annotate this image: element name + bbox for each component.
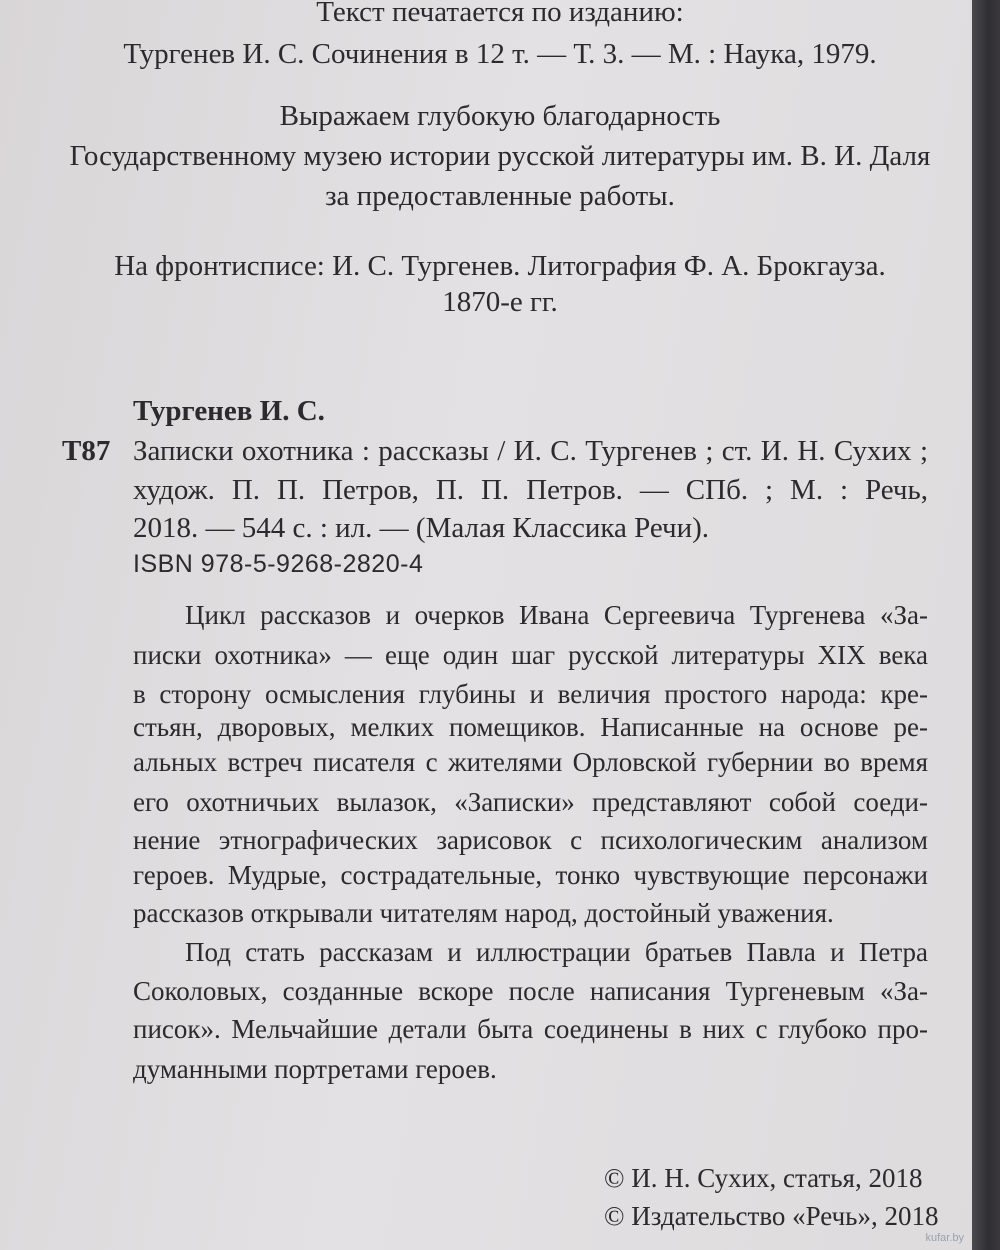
thanks-line: Выражаем глубокую благодарность xyxy=(279,100,721,132)
edition-source-heading: Текст печатается по изданию: xyxy=(316,0,684,28)
annotation-line: писок». Мельчайшие детали быта соединены в них с глубоко про- xyxy=(133,1014,928,1044)
frontispiece-note: На фронтисписе: И. С. Тургенев. Литография Ф. А. Брокгауза. xyxy=(114,250,886,282)
annotation-line: писки охотника» — еще один шаг русской литературы XIX века xyxy=(133,640,928,670)
isbn: ISBN 978-5-9268-2820-4 xyxy=(133,550,424,578)
catalog-author: Тургенев И. С. xyxy=(133,395,325,427)
annotation-line: его охотничьих вылазок, «Записки» представляют собой соеди- xyxy=(133,787,928,817)
annotation-line: альных встреч писателя с жителями Орловской губернии во время xyxy=(133,747,928,777)
frontispiece-date: 1870-е гг. xyxy=(442,286,558,318)
annotation-line: рассказов открывали читателям народ, достойный уважения. xyxy=(133,898,834,928)
thanks-line: за предоставленные работы. xyxy=(325,180,675,212)
site-watermark: kufar.by xyxy=(925,1232,964,1244)
copyright-line: © И. Н. Сухих, статья, 2018 xyxy=(604,1163,923,1193)
annotation-line: стьян, дворовых, мелких помещиков. Написанные на основе ре- xyxy=(133,712,928,742)
catalog-record-line: худож. П. П. Петров, П. П. Петров. — СПб. ; М. : Речь, xyxy=(133,474,928,506)
annotation-line: героев. Мудрые, сострадательные, тонко чувствующие персонажи xyxy=(133,860,928,890)
annotation-line: нение этнографических зарисовок с психологическим анализом xyxy=(133,825,928,855)
catalog-record-line: 2018. — 544 с. : ил. — (Малая Классика Речи). xyxy=(133,512,710,544)
thanks-line: Государственному музею истории русской литературы им. В. И. Даля xyxy=(69,140,931,172)
catalog-code: Т87 xyxy=(62,435,111,467)
catalog-record-line: Записки охотника : рассказы / И. С. Тургенев ; ст. И. Н. Сухих ; xyxy=(133,435,928,467)
annotation-line: в сторону осмысления глубины и величия простого народа: кре- xyxy=(133,679,928,709)
annotation-line: Соколовых, созданные вскоре после написания Тургеневым «За- xyxy=(133,976,928,1006)
annotation-line: Цикл рассказов и очерков Ивана Сергеевича Тургенева «За- xyxy=(185,600,928,630)
annotation-line: думанными портретами героев. xyxy=(133,1054,497,1084)
annotation-line: Под стать рассказам и иллюстрации братьев Павла и Петра xyxy=(185,937,928,967)
copyright-line: © Издательство «Речь», 2018 xyxy=(604,1201,939,1231)
edition-source-reference: Тургенев И. С. Сочинения в 12 т. — Т. 3. — М. : Наука, 1979. xyxy=(123,38,877,70)
